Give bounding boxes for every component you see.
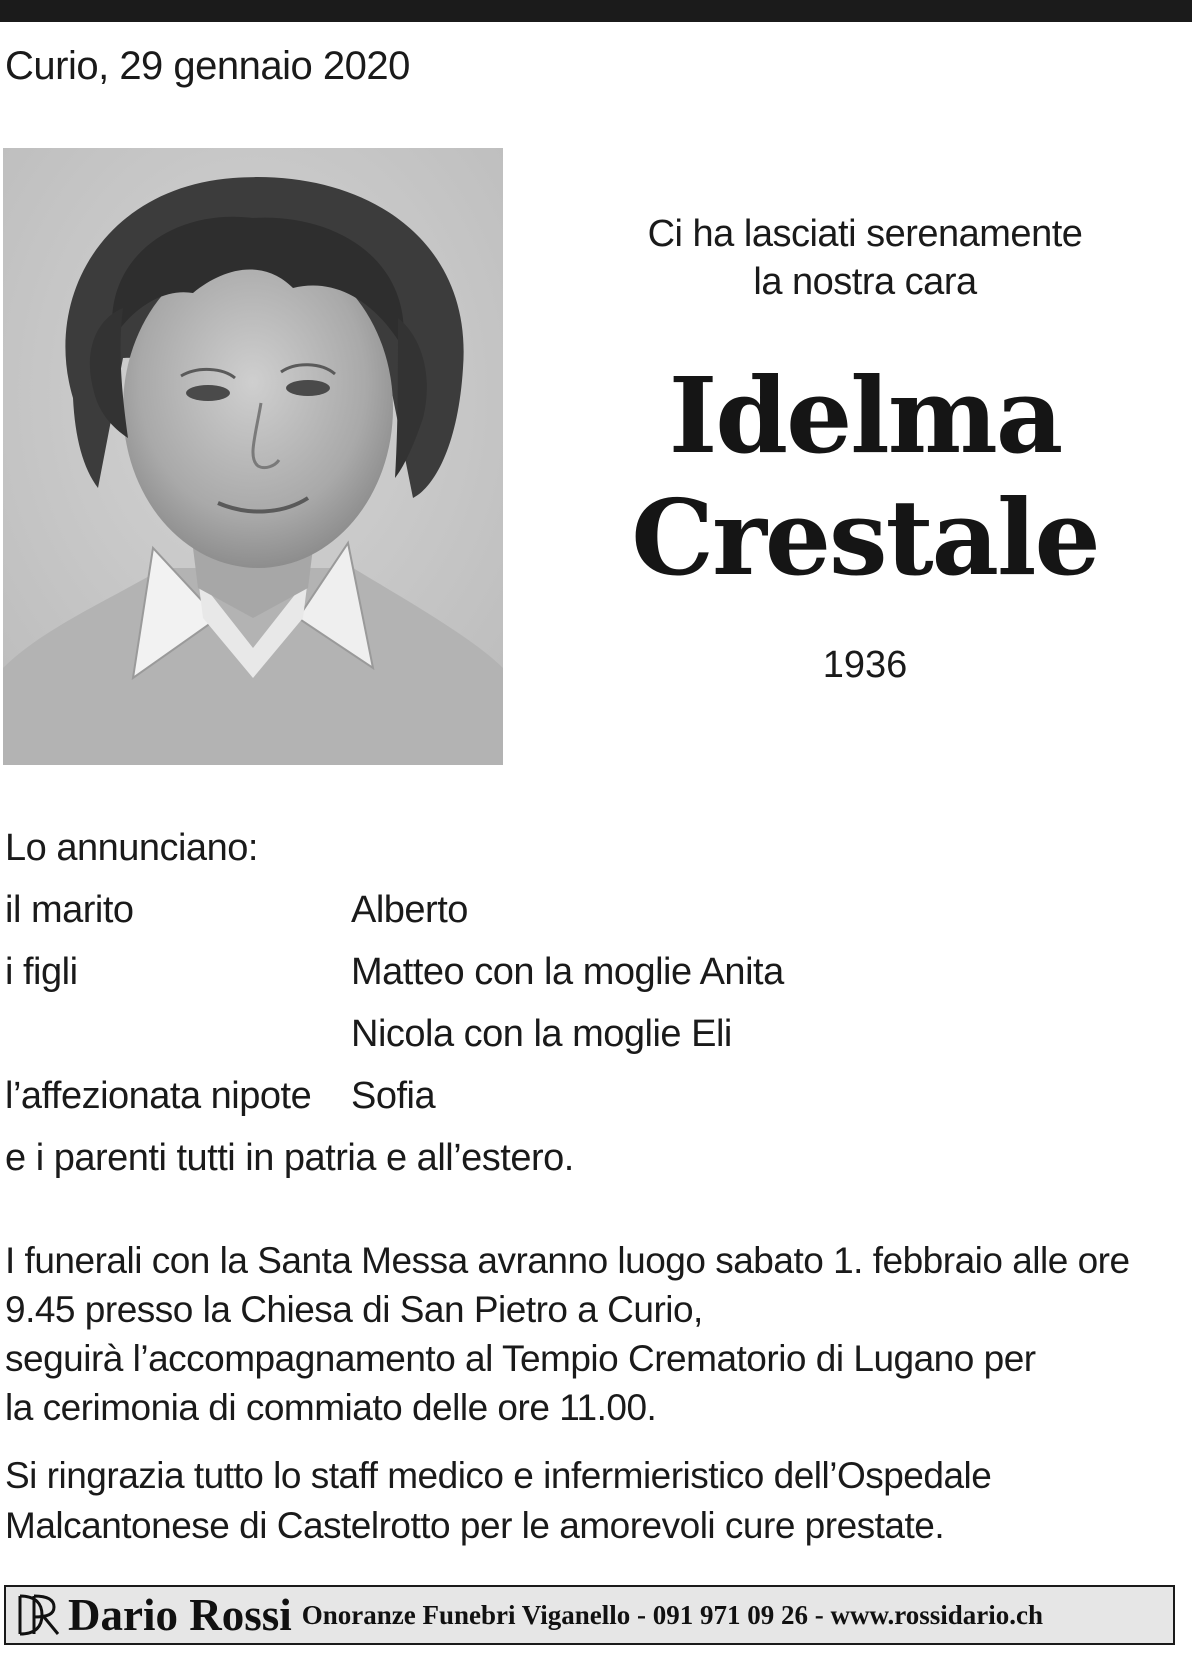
intro-text bbox=[600, 210, 1130, 306]
birth-year: 1936 bbox=[822, 644, 908, 686]
funeral-home-name: Dario Rossi bbox=[68, 1590, 292, 1640]
funeral-line: la cerimonia di commiato delle ore 11.00. bbox=[5, 1387, 657, 1428]
family-row bbox=[5, 941, 1185, 1003]
intro-line: Ci ha lasciati serenamente bbox=[647, 213, 1083, 255]
top-rule bbox=[0, 0, 1192, 22]
thanks-text bbox=[5, 1451, 1185, 1551]
funeral-line: seguirà l’accompagnamento al Tempio Crematorio di Lugano per bbox=[5, 1338, 1036, 1379]
announcement-block bbox=[5, 817, 1185, 1189]
funeral-details bbox=[5, 1236, 1185, 1432]
family-relation: l’affezionata nipote bbox=[5, 1075, 312, 1117]
family-relation: i figli bbox=[5, 951, 78, 993]
family-names: Matteo con la moglie Anita bbox=[351, 951, 784, 993]
portrait-photo bbox=[3, 148, 503, 765]
announcement-closing-text: e i parenti tutti in patria e all’estero. bbox=[5, 1137, 574, 1179]
announcement-heading bbox=[5, 817, 1185, 879]
family-row bbox=[5, 1003, 1185, 1065]
family-relation: il marito bbox=[5, 889, 134, 931]
dr-monogram-logo-icon bbox=[16, 1590, 64, 1640]
family-names: Sofia bbox=[351, 1075, 436, 1117]
family-names: Nicola con la moglie Eli bbox=[351, 1013, 732, 1055]
deceased-name bbox=[560, 355, 1170, 599]
funeral-home-contact: Onoranze Funebri Viganello - 091 971 09 26 - www.rossidario.ch bbox=[301, 1599, 1044, 1630]
family-names: Alberto bbox=[351, 889, 468, 931]
announcement-closing bbox=[5, 1127, 1185, 1189]
portrait-photo-icon bbox=[3, 148, 503, 765]
funeral-line: 9.45 presso la Chiesa di San Pietro a Curio, bbox=[5, 1289, 703, 1330]
family-row bbox=[5, 1065, 1185, 1127]
first-name: Idelma bbox=[668, 354, 1062, 477]
last-name: Crestale bbox=[631, 476, 1099, 599]
funeral-home-footer bbox=[4, 1585, 1175, 1645]
notice-date: Curio, 29 gennaio 2020 bbox=[5, 44, 410, 88]
intro-line: la nostra cara bbox=[753, 261, 977, 303]
thanks-line: Si ringrazia tutto lo staff medico e infermieristico dell’Ospedale bbox=[5, 1455, 992, 1496]
family-row bbox=[5, 879, 1185, 941]
announcement-heading-text: Lo annunciano: bbox=[5, 827, 258, 869]
funeral-line: I funerali con la Santa Messa avranno luogo sabato 1. febbraio alle ore bbox=[5, 1240, 1130, 1281]
thanks-line: Malcantonese di Castelrotto per le amorevoli cure prestate. bbox=[5, 1505, 945, 1546]
